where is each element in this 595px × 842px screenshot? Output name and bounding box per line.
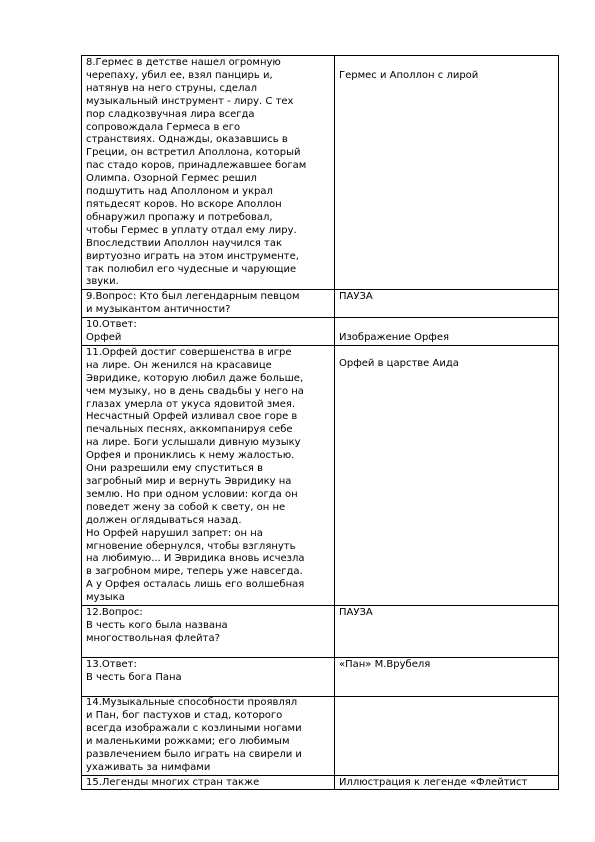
lesson-table (81, 55, 559, 790)
table-row (82, 606, 559, 658)
table-row (82, 56, 559, 290)
row-13-text: 13.Ответ: В честь бога Пана (82, 658, 335, 697)
row-11-illustration: Орфей в царстве Аида (335, 345, 559, 605)
table-row (82, 318, 559, 346)
row-12-text: 12.Вопрос: В честь кого была названа многоствольная флейта? (82, 606, 335, 658)
row-14-text: 14.Музыкальные способности проявлял и Пан, бог пастухов и стад, которого всегда изображали с козлиными ногами и маленькими рожками; его любимым развлечением было играть на свирели и ухаживать за нимфами (82, 697, 335, 775)
row-9-illustration: ПАУЗА (335, 290, 559, 318)
row-9-text: 9.Вопрос: Кто был легендарным певцом и музыкантом античности? (82, 290, 335, 318)
row-15-illustration: Иллюстрация к легенде «Флейтист (335, 775, 559, 790)
row-11-text: 11.Орфей достиг совершенства в игре на лире. Он женился на красавице Эвридике, которую любил даже больше, чем музыку, но в день свадьбы у него на глазах умерла от укуса ядовитой змея. Несчастный Орфей изливал свое горе в печальных песнях, аккомпанируя себе на лире. Боги услышали дивную музыку Орфея и прониклись к нему жалостью. Они разрешили ему спуститься в загробный мир и вернуть Эвридику на землю. Но при одном условии: когда он поведет жену за собой к свету, он не должен оглядываться назад. Но Орфей нарушил запрет: он на мгновение обернулся, чтобы взглянуть на любимую... И Эвридика вновь исчезла в загробном мире, теперь уже навсегда. А у Орфея осталась лишь его волшебная музыка (82, 345, 335, 605)
row-10-illustration: Изображение Орфея (335, 318, 559, 346)
row-15-text: 15.Легенды многих стран также (82, 775, 335, 790)
table-row (82, 697, 559, 775)
table-row (82, 345, 559, 605)
row-10-text: 10.Ответ: Орфей (82, 318, 335, 346)
table-row (82, 775, 559, 790)
row-8-illustration: Гермес и Аполлон с лирой (335, 56, 559, 290)
row-13-illustration: «Пан» М.Врубеля (335, 658, 559, 697)
row-14-illustration (335, 697, 559, 775)
row-8-text: 8.Гермес в детстве нашел огромную черепаху, убил ее, взял панцирь и, натянув на него струны, сделал музыкальный инструмент - лиру. С тех пор сладкозвучная лира всегда сопровождала Гермеса в его странствиях. Однажды, оказавшись в Греции, он встретил Аполлона, который пас стадо коров, принадлежавшее богам Олимпа. Озорной Гермес решил подшутить над Аполлоном и украл пятьдесят коров. Но вскоре Аполлон обнаружил пропажу и потребовал, чтобы Гермес в уплату отдал ему лиру. Впоследствии Аполлон научился так виртуозно играть на этом инструменте, так полюбил его чудесные и чарующие звуки. (82, 56, 335, 290)
table-row (82, 658, 559, 697)
row-12-illustration: ПАУЗА (335, 606, 559, 658)
table-row (82, 290, 559, 318)
